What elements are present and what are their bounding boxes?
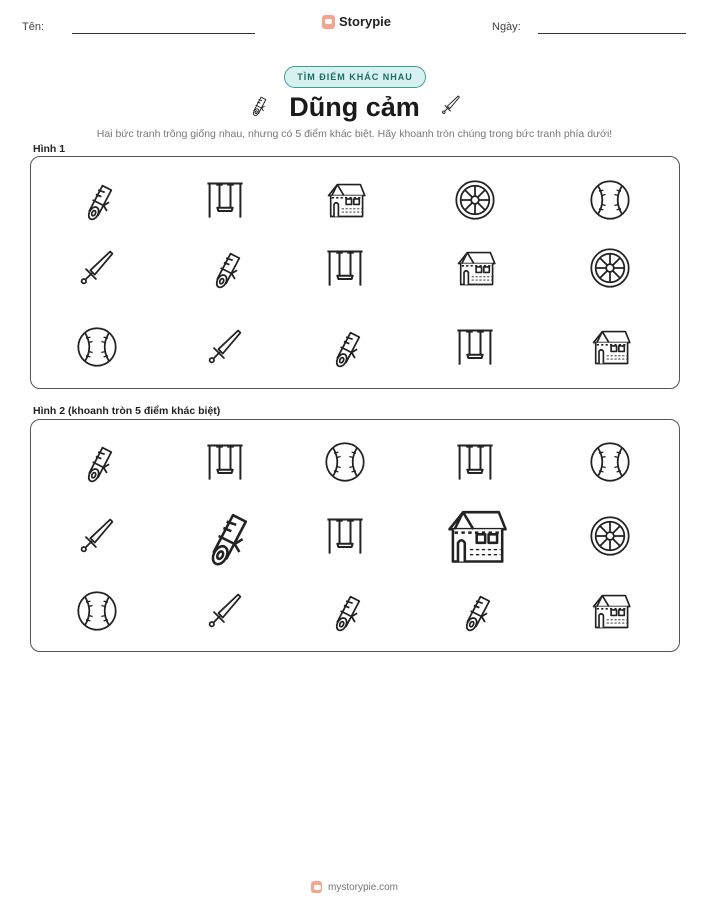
sword-icon[interactable] [75, 514, 119, 558]
instructions: Hai bức tranh trông giống nhau, nhưng có 5 điểm khác biệt. Hãy khoanh tròn chúng trong bức tranh phía dưới! [96, 128, 613, 140]
house-icon [323, 178, 367, 222]
scroll-icon[interactable] [75, 440, 119, 484]
storypie-icon [311, 881, 322, 893]
picture-2-label: Hình 2 (khoanh tròn 5 điểm khác biệt) [33, 405, 221, 417]
baseball-icon [588, 178, 632, 222]
baseball-icon [75, 325, 119, 369]
picture-1-label: Hình 1 [33, 143, 66, 155]
sword-icon [75, 246, 119, 290]
sword-icon[interactable] [203, 589, 247, 633]
brand-name: Storypie [339, 14, 392, 29]
activity-badge: TÌM ĐIỂM KHÁC NHAU [284, 66, 426, 88]
storypie-icon [322, 15, 335, 29]
scroll-icon [323, 325, 367, 369]
house-icon[interactable] [588, 589, 632, 633]
sword-icon [439, 93, 463, 122]
footer-site: mystorypie.com [327, 881, 398, 893]
footer [0, 881, 709, 893]
name-label: Tên: [22, 21, 45, 33]
house-icon [588, 325, 632, 369]
scroll-icon[interactable] [323, 589, 367, 633]
baseball-icon[interactable] [588, 440, 632, 484]
scroll-icon [75, 178, 119, 222]
swing-icon[interactable] [453, 440, 497, 484]
date-line[interactable] [538, 33, 686, 34]
brand-logo [322, 14, 391, 29]
swing-icon [323, 246, 367, 290]
wheel-icon[interactable] [588, 514, 632, 558]
swing-icon [453, 325, 497, 369]
swing-icon[interactable] [203, 440, 247, 484]
baseball-icon[interactable] [75, 589, 119, 633]
wheel-icon [453, 178, 497, 222]
date-label: Ngày: [492, 21, 521, 33]
baseball-icon[interactable] [323, 440, 367, 484]
page-title: Dũng cảm [289, 92, 420, 122]
scroll-icon[interactable] [453, 589, 497, 633]
scroll-icon[interactable] [193, 504, 257, 568]
scroll-icon [203, 246, 247, 290]
swing-icon [203, 178, 247, 222]
house-icon[interactable] [441, 502, 509, 570]
swing-icon[interactable] [323, 514, 367, 558]
name-line[interactable] [72, 33, 255, 34]
sword-icon [203, 325, 247, 369]
wheel-icon [588, 246, 632, 290]
house-icon [453, 246, 497, 290]
